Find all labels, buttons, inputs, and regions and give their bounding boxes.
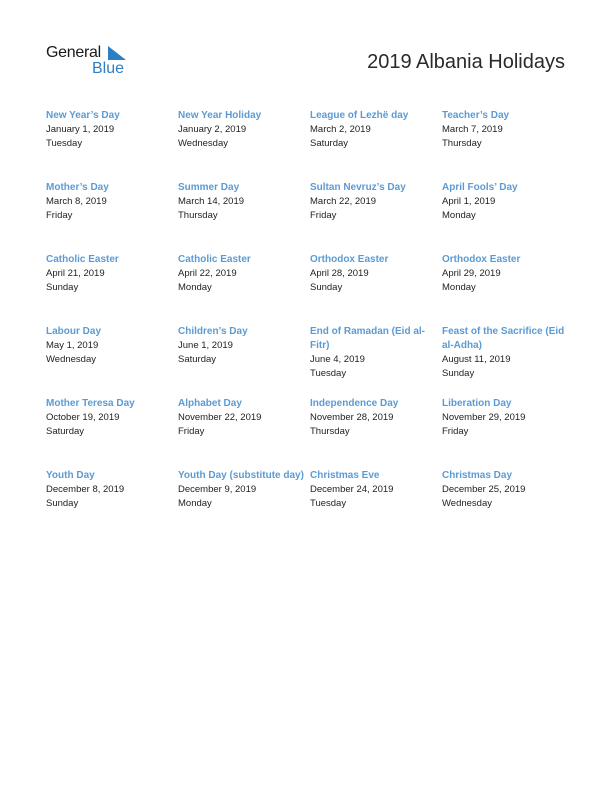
holiday-date: November 28, 2019	[310, 412, 394, 423]
holiday-item	[310, 109, 442, 181]
holiday-date: April 1, 2019	[442, 196, 496, 207]
holiday-date: November 29, 2019	[442, 412, 526, 423]
logo-blue-text: Blue	[92, 60, 125, 77]
holiday-date: January 1, 2019	[46, 124, 115, 135]
holiday-weekday: Monday	[442, 282, 476, 293]
holiday-weekday: Monday	[178, 282, 212, 293]
holiday-name: New Year’s Day	[46, 110, 120, 121]
holiday-date: January 2, 2019	[178, 124, 247, 135]
page-title: 2019 Albania Holidays	[367, 51, 565, 73]
holiday-name: Christmas Eve	[310, 470, 380, 481]
holiday-name: New Year Holiday	[178, 110, 262, 121]
holiday-date: April 29, 2019	[442, 268, 501, 279]
holiday-item	[178, 253, 310, 325]
holiday-item	[310, 469, 442, 541]
holiday-name: Mother’s Day	[46, 182, 109, 193]
holiday-weekday: Wednesday	[178, 138, 228, 149]
holiday-date: April 28, 2019	[310, 268, 369, 279]
holiday-weekday: Wednesday	[442, 498, 492, 509]
holiday-weekday: Tuesday	[310, 368, 347, 379]
holiday-name: Catholic Easter	[178, 254, 251, 265]
holiday-date: June 4, 2019	[310, 354, 365, 365]
holiday-item	[442, 253, 574, 325]
holiday-item	[46, 469, 178, 541]
holiday-weekday: Monday	[442, 210, 476, 221]
holiday-weekday: Friday	[442, 426, 469, 437]
holiday-date: May 1, 2019	[46, 340, 99, 351]
holiday-date: March 8, 2019	[46, 196, 107, 207]
holiday-weekday: Friday	[178, 426, 205, 437]
holiday-item	[442, 109, 574, 181]
holiday-name: Catholic Easter	[46, 254, 119, 265]
holiday-date: August 11, 2019	[442, 354, 511, 365]
holiday-date: October 19, 2019	[46, 412, 120, 423]
holiday-item	[442, 181, 574, 253]
holiday-item	[46, 181, 178, 253]
holiday-weekday: Thursday	[442, 138, 482, 149]
holiday-item	[178, 397, 310, 469]
logo-general-text: General	[46, 44, 101, 61]
logo	[46, 44, 136, 80]
holiday-item	[310, 181, 442, 253]
holiday-item	[310, 253, 442, 325]
holiday-name: End of Ramadan (Eid al-Fitr)	[310, 326, 426, 351]
holiday-item	[46, 109, 178, 181]
holiday-name: Mother Teresa Day	[46, 398, 135, 409]
holiday-grid	[46, 109, 576, 541]
holiday-name: Children’s Day	[178, 326, 248, 337]
holiday-date: December 25, 2019	[442, 484, 526, 495]
holiday-name: Independence Day	[310, 398, 399, 409]
holiday-name: Christmas Day	[442, 470, 513, 481]
holiday-weekday: Saturday	[178, 354, 217, 365]
holiday-item	[178, 181, 310, 253]
holiday-weekday: Friday	[310, 210, 337, 221]
holiday-date: March 14, 2019	[178, 196, 245, 207]
holiday-name: Orthodox Easter	[442, 254, 521, 265]
holiday-weekday: Sunday	[442, 368, 475, 379]
holiday-name: League of Lezhë day	[310, 110, 409, 121]
holiday-weekday: Saturday	[46, 426, 85, 437]
holiday-weekday: Tuesday	[46, 138, 83, 149]
holiday-item	[442, 469, 574, 541]
holiday-date: March 2, 2019	[310, 124, 371, 135]
holiday-date: December 9, 2019	[178, 484, 257, 495]
holiday-date: June 1, 2019	[178, 340, 233, 351]
holiday-name: Alphabet Day	[178, 398, 242, 409]
holiday-item	[46, 397, 178, 469]
holiday-weekday: Sunday	[46, 282, 79, 293]
holiday-name: Orthodox Easter	[310, 254, 389, 265]
holiday-weekday: Friday	[46, 210, 73, 221]
logo-flag-icon	[108, 46, 126, 60]
holiday-item	[442, 325, 574, 397]
holiday-weekday: Saturday	[310, 138, 349, 149]
holiday-item	[46, 325, 178, 397]
holiday-weekday: Sunday	[310, 282, 343, 293]
holiday-name: Labour Day	[46, 326, 102, 337]
holiday-date: April 22, 2019	[178, 268, 237, 279]
holiday-item	[310, 397, 442, 469]
holiday-name: Teacher’s Day	[442, 110, 510, 121]
holiday-date: March 22, 2019	[310, 196, 377, 207]
holiday-date: March 7, 2019	[442, 124, 503, 135]
holiday-item	[442, 397, 574, 469]
holiday-date: April 21, 2019	[46, 268, 105, 279]
holiday-weekday: Thursday	[178, 210, 218, 221]
holiday-item	[178, 469, 310, 541]
holiday-name: Youth Day	[46, 470, 95, 481]
holiday-name: Summer Day	[178, 182, 240, 193]
holiday-item	[46, 253, 178, 325]
holiday-item	[178, 325, 310, 397]
holiday-item	[178, 109, 310, 181]
holiday-name: Youth Day (substitute day)	[178, 470, 304, 481]
holiday-name: April Fools’ Day	[442, 182, 518, 193]
holiday-date: December 8, 2019	[46, 484, 125, 495]
holiday-weekday: Tuesday	[310, 498, 347, 509]
holiday-weekday: Thursday	[310, 426, 350, 437]
holiday-date: December 24, 2019	[310, 484, 394, 495]
holiday-weekday: Wednesday	[46, 354, 96, 365]
holiday-name: Liberation Day	[442, 398, 512, 409]
holiday-date: November 22, 2019	[178, 412, 262, 423]
holiday-weekday: Monday	[178, 498, 212, 509]
holiday-weekday: Sunday	[46, 498, 79, 509]
holiday-item	[310, 325, 442, 397]
holiday-name: Feast of the Sacrifice (Eid al-Adha)	[442, 326, 565, 351]
holiday-name: Sultan Nevruz’s Day	[310, 182, 406, 193]
